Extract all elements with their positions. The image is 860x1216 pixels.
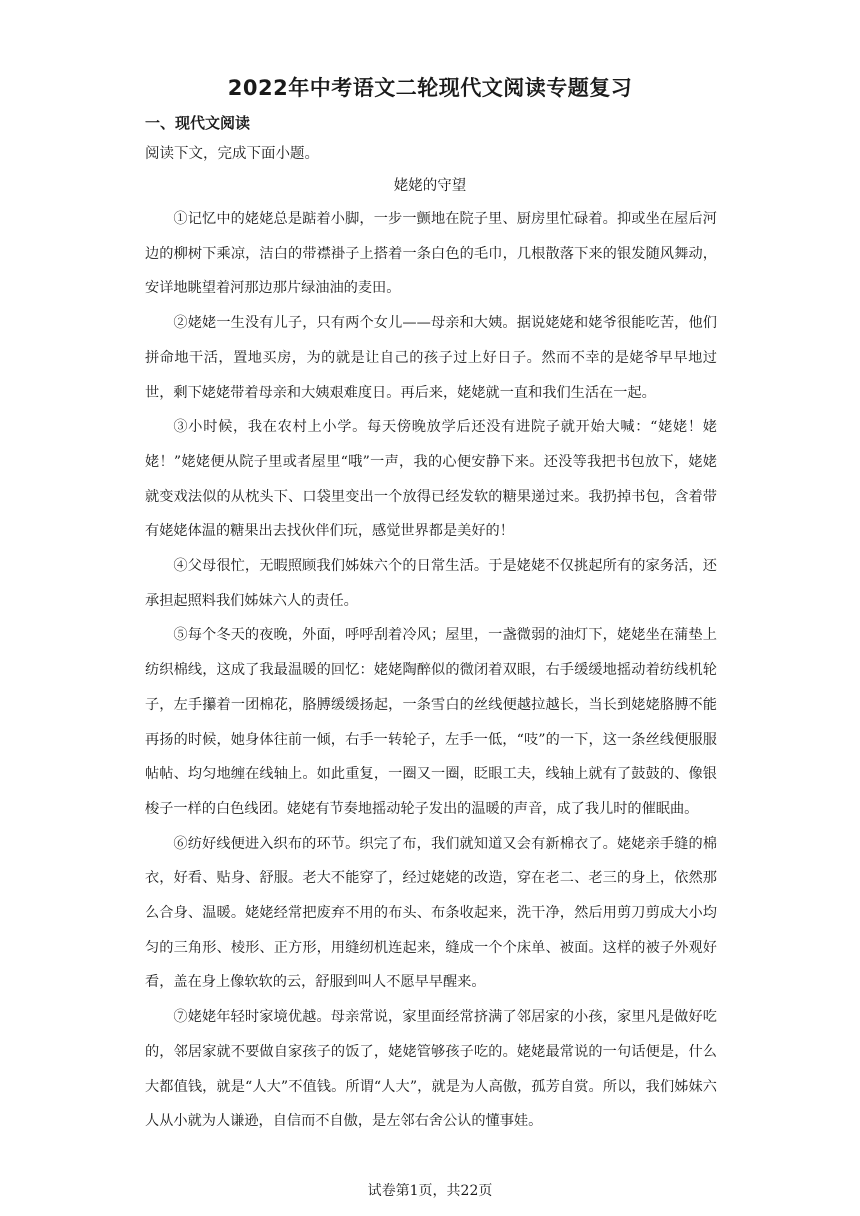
paragraph-2: ②姥姥一生没有儿子，只有两个女儿——母亲和大姨。据说姥姥和姥爷很能吃苦，他们拼命地干活，置地买房，为的就是让自己的孩子过上好日子。然而不幸的是姥爷早早地过世，剩下姥姥带着母亲和大姨艰难度日。再后来，姥姥就一直和我们生活在一起。	[145, 315, 717, 401]
document-title: 2022年中考语文二轮现代文阅读专题复习	[227, 76, 633, 100]
paragraph-7: ⑦姥姥年轻时家境优越。母亲常说，家里面经常挤满了邻居家的小孩，家里凡是做好吃的，邻居家就不要做自家孩子的饭了，姥姥管够孩子吃的。姥姥最常说的一句话便是，什么大都值钱，就是“人大”不值钱。所谓“人大”，就是为人高傲，孤芳自赏。所以，我们姊妹六人从小就为人谦逊，自信而不自傲，是左邻右舍公认的懂事娃。	[145, 1009, 717, 1130]
section-heading: 一、现代文阅读	[145, 114, 251, 132]
paragraph-6: ⑥纺好线便进入织布的环节。织完了布，我们就知道又会有新棉衣了。姥姥亲手缝的棉衣，好看、贴身、舒服。老大不能穿了，经过姥姥的改造，穿在老二、老三的身上，依然那么合身、温暖。姥姥经常把废弃不用的布头、布条收起来，洗干净，然后用剪刀剪成大小均匀的三角形、棱形、正方形，用缝纫机连起来，缝成一个个床单、被面。这样的被子外观好看，盖在身上像软软的云，舒服到叫人不愿早早醒来。	[145, 835, 717, 991]
paragraph-4: ④父母很忙，无暇照顾我们姊妹六个的日常生活。于是姥姥不仅挑起所有的家务活，还承担起照料我们姊妹六人的责任。	[145, 558, 717, 609]
paragraph-3: ③小时候，我在农村上小学。每天傍晚放学后还没有进院子就开始大喊：“姥姥！姥姥！”姥姥便从院子里或者屋里“哦”一声，我的心便安静下来。还没等我把书包放下，姥姥就变戏法似的从枕头下、口袋里变出一个放得已经发软的糖果递过来。我扔掉书包，含着带有姥姥体温的糖果出去找伙伴们玩，感觉世界都是美好的！	[145, 419, 717, 540]
paragraph-1: ①记忆中的姥姥总是踮着小脚，一步一颤地在院子里、厨房里忙碌着。抑或坐在屋后河边的柳树下乘凉，洁白的带襟褂子上搭着一条白色的毛巾，几根散落下来的银发随风舞动，安详地眺望着河那边那片绿油油的麦田。	[145, 211, 717, 297]
reading-instruction: 阅读下文，完成下面小题。	[145, 146, 319, 162]
paragraph-5: ⑤每个冬天的夜晚，外面，呼呼刮着冷风；屋里，一盏微弱的油灯下，姥姥坐在蒲垫上纺织棉线，这成了我最温暖的回忆：姥姥陶醉似的微闭着双眼，右手缓缓地摇动着纺线机轮子，左手攥着一团棉花，胳膊缓缓扬起，一条雪白的丝线便越拉越长，当长到姥姥胳膊不能再扬的时候，她身体往前一倾，右手一转轮子，左手一低，“吱”的一下，这一条丝线便服服帖帖、均匀地缠在线轴上。如此重复，一圈又一圈，眨眼工夫，线轴上就有了鼓鼓的、像银梭子一样的白色线团。姥姥有节奏地摇动轮子发出的温暖的声音，成了我儿时的催眠曲。	[145, 627, 717, 817]
essay-title: 姥姥的守望	[393, 178, 467, 194]
page-footer: 试卷第1页，共22页	[367, 1183, 493, 1199]
essay-body	[145, 202, 717, 1139]
